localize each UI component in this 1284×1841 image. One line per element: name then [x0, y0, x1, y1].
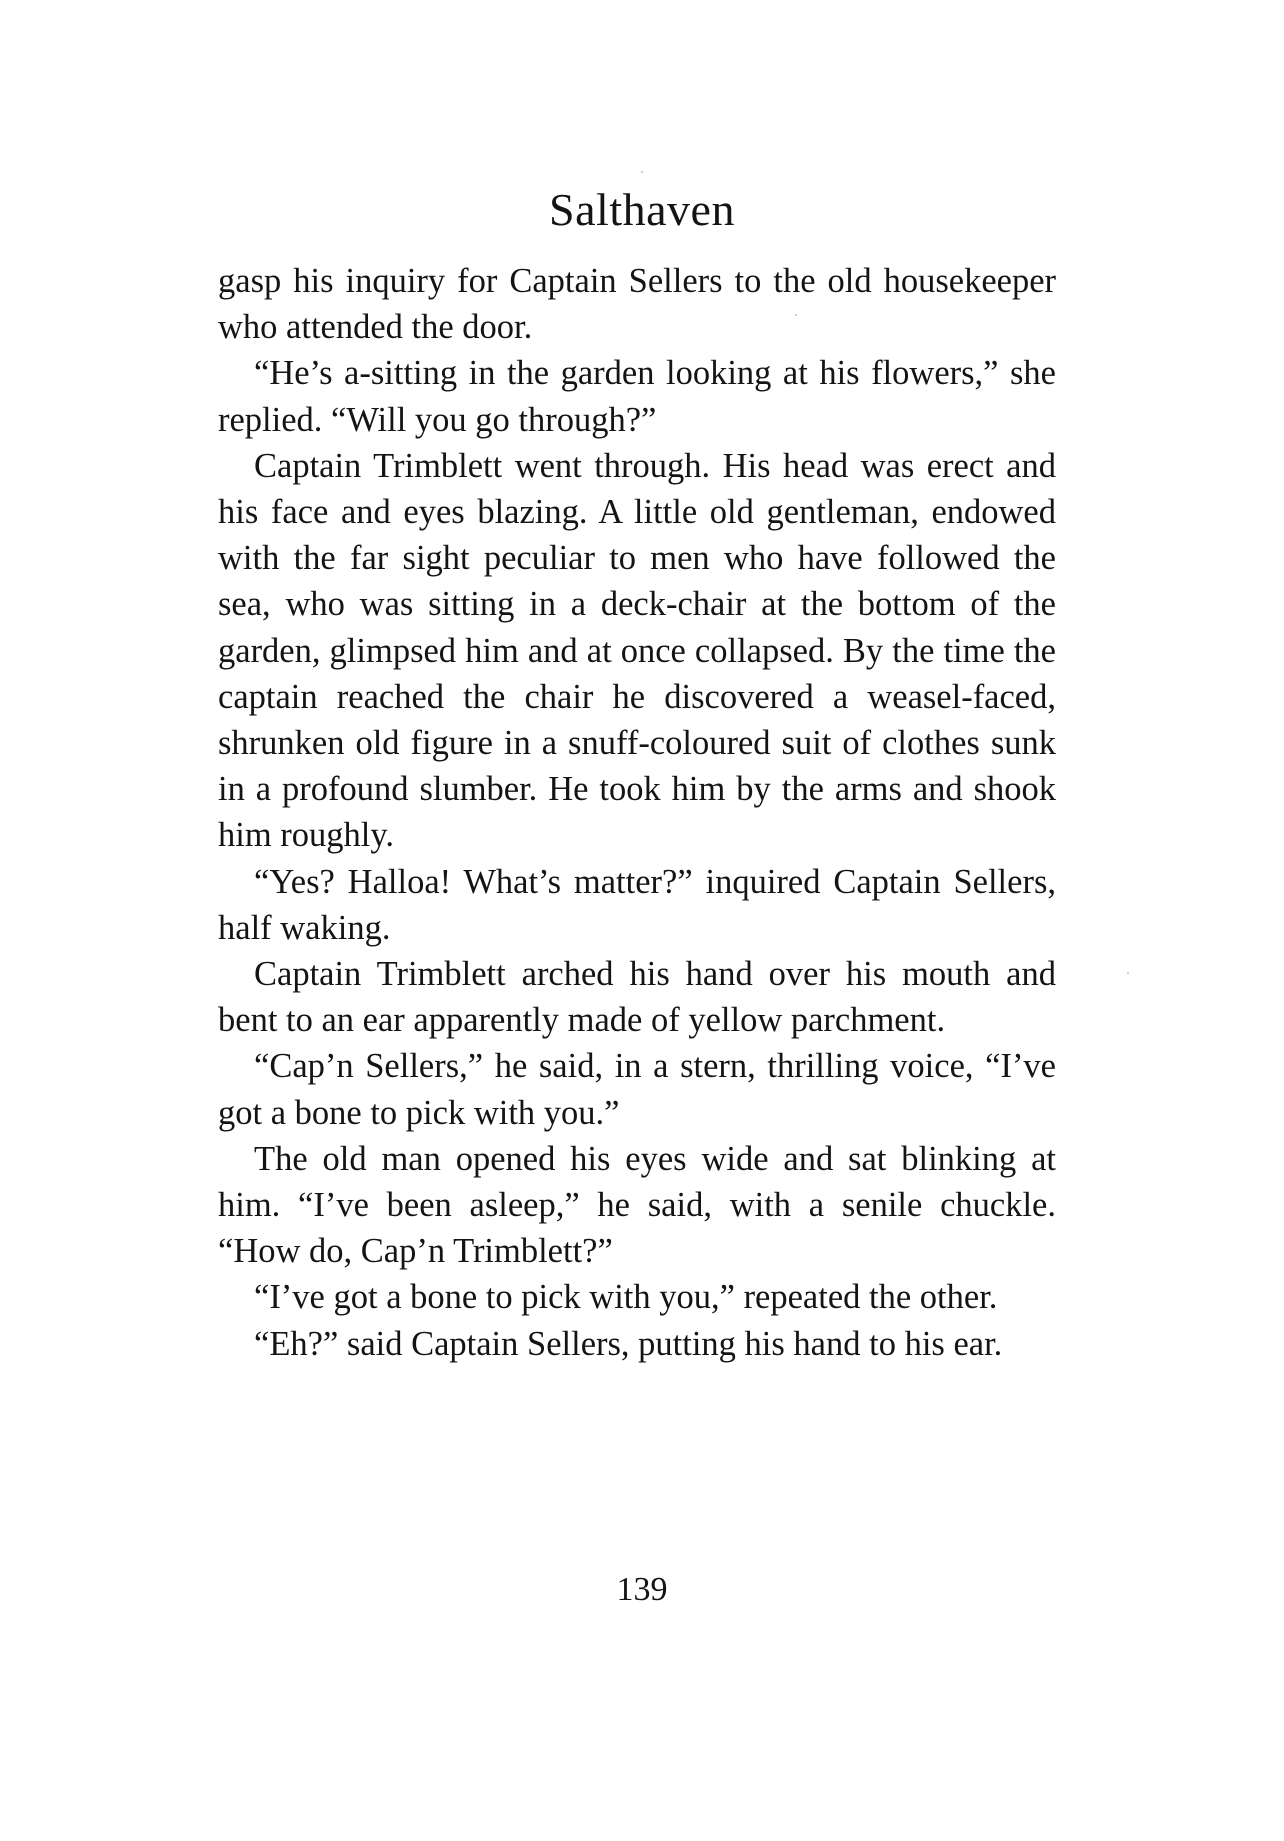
paragraph-5: Captain Trimblett arched his hand over his mouth and bent to an ear apparently made of yellow parchment.: [218, 955, 1056, 1040]
paragraph-3: Captain Trimblett went through. His head was erect and his face and eyes blazing. A little old gentleman, endowed with the far sight peculiar to men who have followed the sea, who was sitting in a deck-chair at the bottom of the garden, glimpsed him and at once collapsed. By the time the captain reached the chair he discovered a weasel-faced, shrunken old figure in a snuff-coloured suit of clothes sunk in a profound slumber. He took him by the arms and shook him roughly.: [218, 446, 1056, 855]
paragraph-6: “Cap’n Sellers,” he said, in a stern, thrilling voice, “I’ve got a bone to pick with you.”: [218, 1047, 1056, 1132]
page-number: 139: [616, 1571, 668, 1608]
scan-speck: [641, 171, 643, 173]
page-title: Salthaven: [549, 184, 735, 235]
body-text: [218, 258, 1056, 1367]
paragraph-1: gasp his inquiry for Captain Sellers to the old housekeeper who attended the door.: [218, 262, 1056, 347]
paragraph-7: The old man opened his eyes wide and sat blinking at him. “I’ve been asleep,” he said, with a senile chuckle. “How do, Cap’n Trimblett?”: [218, 1139, 1056, 1271]
paragraph-9: “Eh?” said Captain Sellers, putting his hand to his ear.: [254, 1324, 1003, 1363]
paragraph-2: “He’s a-sitting in the garden looking at his flowers,” she replied. “Will you go through?”: [218, 354, 1056, 439]
paragraph-4: “Yes? Halloa! What’s matter?” inquired Captain Sellers, half waking.: [218, 862, 1056, 947]
paragraph-8: “I’ve got a bone to pick with you,” repeated the other.: [254, 1278, 998, 1317]
scan-speck: [1127, 972, 1129, 974]
scan-speck: [795, 314, 797, 316]
